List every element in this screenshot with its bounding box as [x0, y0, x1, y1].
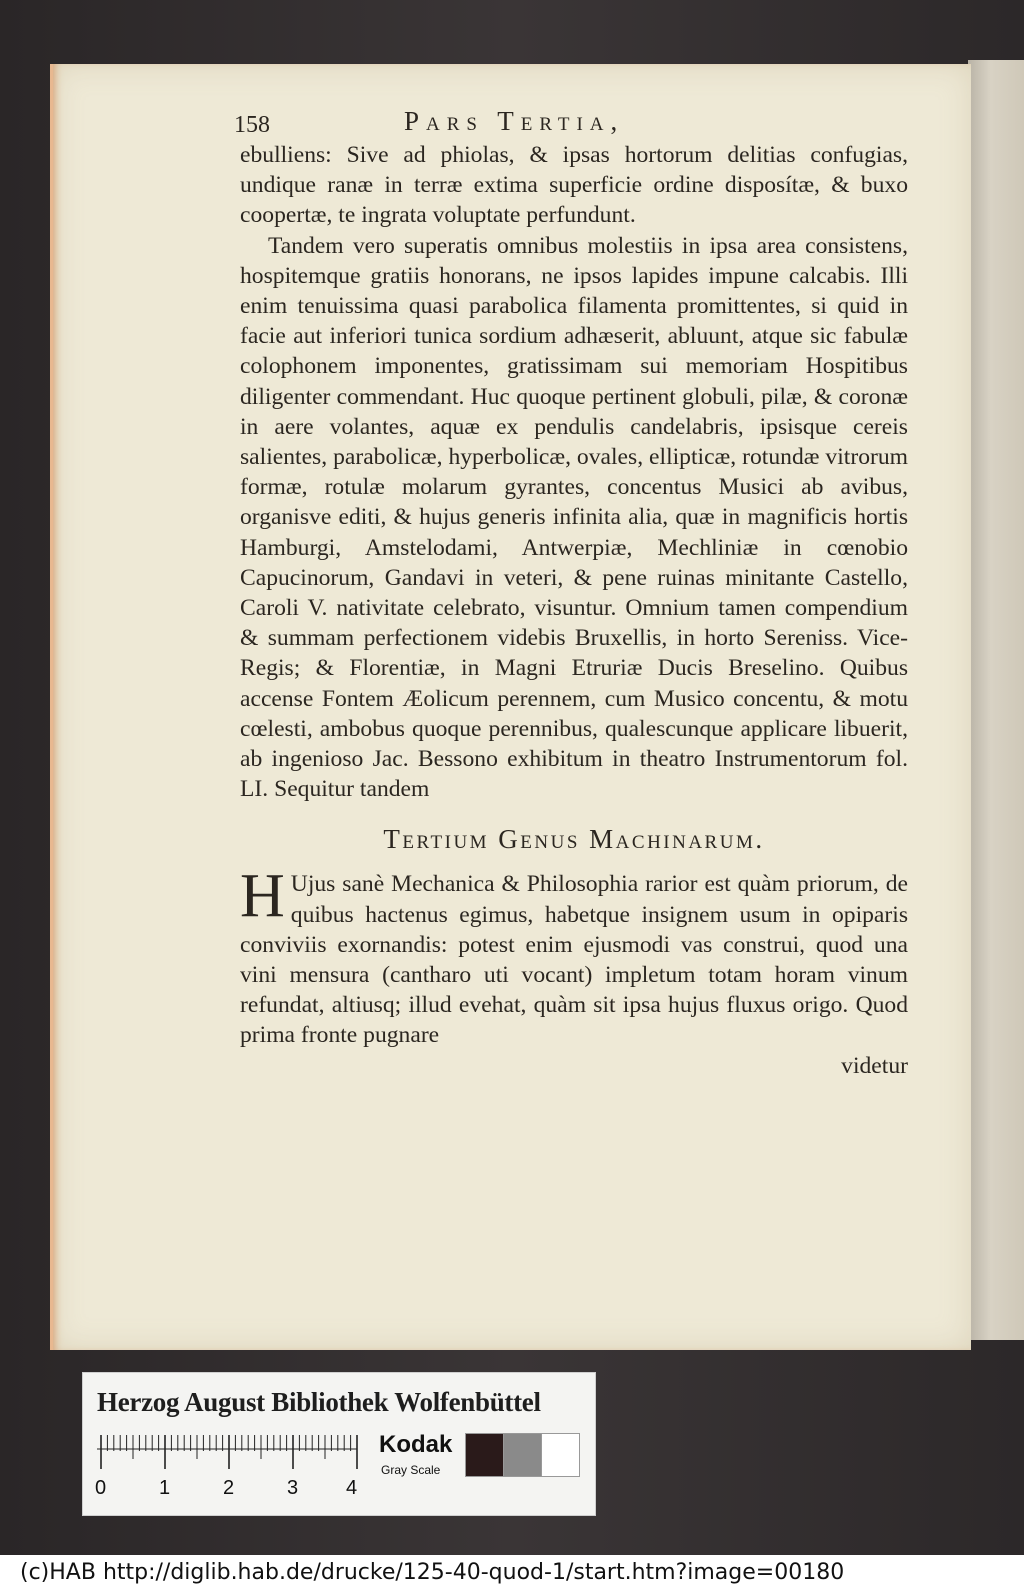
- paragraph-3-text: Ujus sanè Mechanica & Philosophia rarior est quàm priorum, de quibus hactenus egimus, habetque insignem usum in opiparis conviviis exornandis: potest enim ejusmodi vas construi, quod una vini mensura (cantharo uti vocant) impletum totam horam vinum refundat, altiusq; illud evehat, quàm sit ipsa hujus fluxus origo. Quod prima fronte pugnare: [240, 871, 908, 1049]
- paragraph-2: Tandem vero superatis omnibus molestiis in ipsa area consistens, hospitemque gratiis honorans, ne ipsos lapides impune calcabis. Illi enim tenuissima quasi parabolica filamenta promittentes, si quid in facie aut inferiori tunica sordium adhæserit, abluunt, atque sic fabulæ colophonem imponentes, gratissimam sui memoriam Hospitibus diligenter commendant. Huc quoque pertinent globuli, pilæ, & coronæ in aere volantes, aquæ ex pendulis candelabris, ipsisque cereis salientes, parabolicæ, hyperbolicæ, ovales, ellipticæ, rotundæ vitrorum formæ, rotulæ molarum gyrantes, concentus Musici ab avibus, organisve editi, & hujus generis infinita alia, quæ in magnificis hortis Hamburgi, Amstelodami, Antwerpiæ, Mechliniæ in cœnobio Capucinorum, Gandavi in veteri, & pene ruinas minitante Castello, Caroli V. nativitate celebrato, visuntur. Omnium tamen compendium & summam perfectionem videbis Bruxellis, in horto Sereniss. Vice-Regis; & Florentiæ, in Magni Etruriæ Ducis Breselino. Quibus accense Fontem Æolicum perennem, cum Musico concentu, & motu cœlesti, ambobus quoque perennibus, qualescunque applicare libuerit, ab ingenioso Jac. Bessono exhibitum in theatro Instrumentorum fol. LI. Sequitur tandem: [240, 232, 908, 803]
- running-head: [234, 106, 908, 140]
- gray-scale-caption: Gray Scale: [381, 1463, 441, 1477]
- gray-swatch-mid: [503, 1433, 542, 1477]
- page-text-block: [234, 106, 908, 1081]
- drop-cap: H: [240, 862, 285, 931]
- kodak-logo: Kodak: [379, 1431, 453, 1458]
- paragraph-3: [240, 862, 908, 1050]
- gray-swatch-dark: [465, 1433, 504, 1477]
- adjacent-page-edge: [968, 60, 1024, 1340]
- page-number: 158: [234, 112, 270, 138]
- ruler-number-3: 3: [287, 1477, 299, 1499]
- paragraph-1: ebulliens: Sive ad phiolas, & ipsas hortorum delitias confugias, undique ranæ in terræ extima superficie ordine disposítæ, & buxo coopertæ, te ingrata voluptate perfundunt.: [240, 142, 908, 229]
- ruler-scale: [97, 1431, 371, 1471]
- section-title: Tertium Genus Machinarum.: [383, 824, 765, 855]
- catchword: videtur: [841, 1052, 908, 1079]
- footer-credit: (c)HAB http://diglib.hab.de/drucke/125-40-quod-1/start.htm?image=00180: [0, 1555, 1024, 1591]
- library-name: Herzog August Bibliothek Wolfenbüttel: [97, 1387, 541, 1417]
- gray-swatch-light: [541, 1433, 580, 1477]
- ruler-number-4: 4: [346, 1477, 358, 1499]
- ruler-number-2: 2: [223, 1477, 235, 1499]
- ruler-number-1: 1: [159, 1477, 171, 1499]
- ruler-number-0: 0: [95, 1477, 107, 1499]
- library-label-card: [82, 1372, 596, 1516]
- running-head-title: Pars Tertia,: [404, 106, 625, 136]
